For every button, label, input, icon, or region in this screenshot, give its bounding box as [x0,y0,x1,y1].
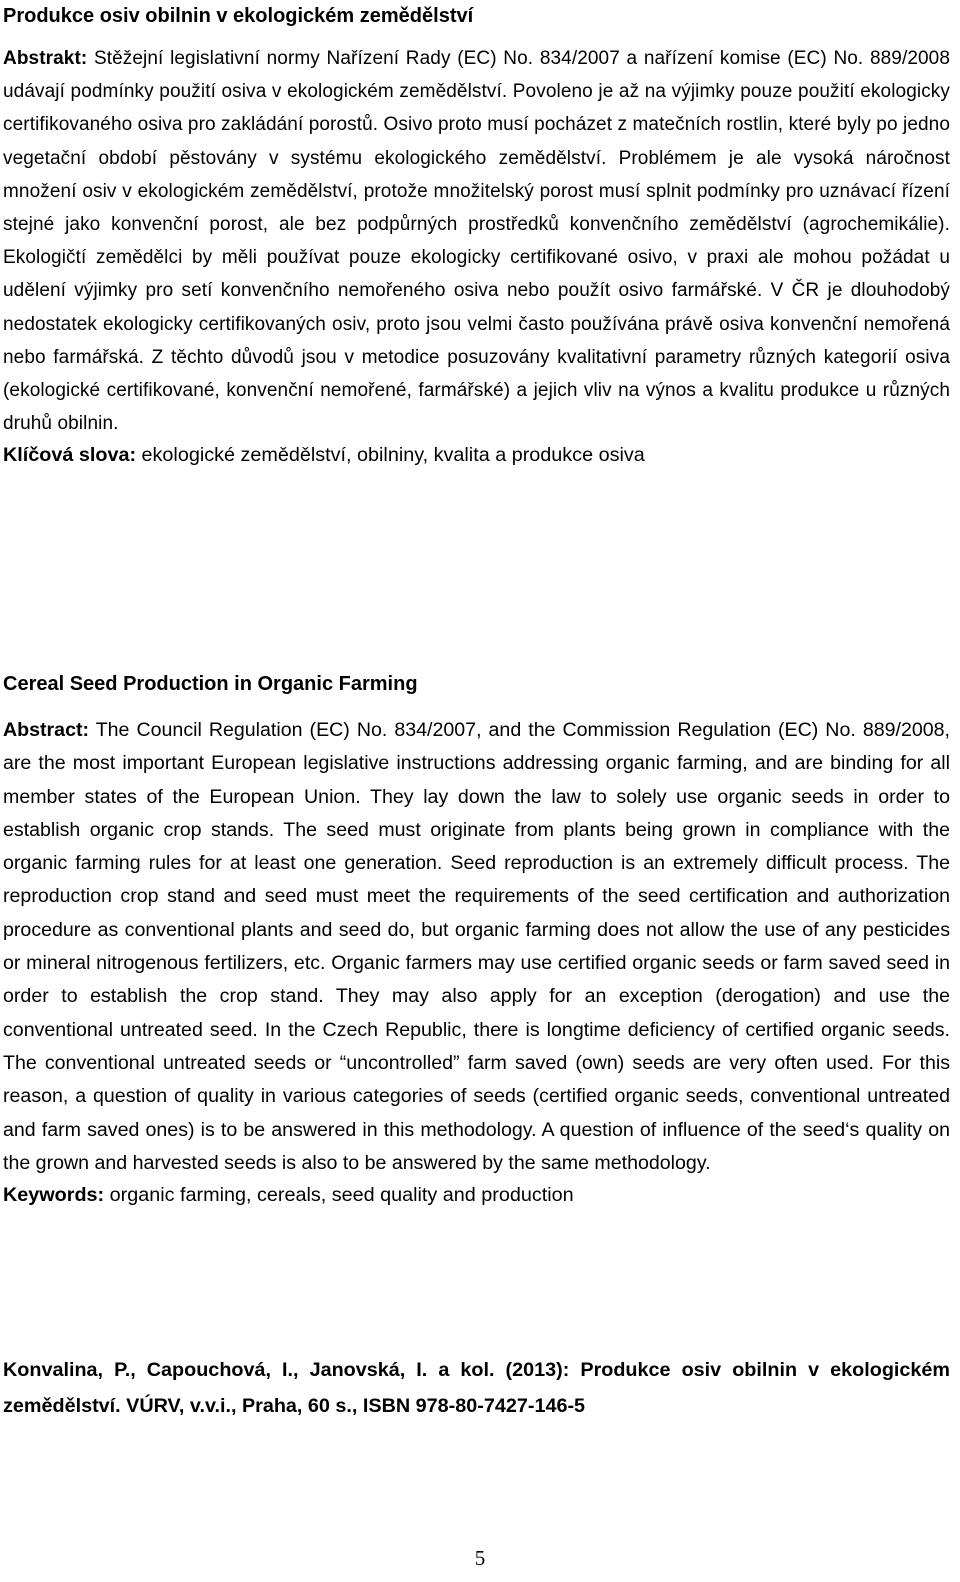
english-keywords [3,1180,950,1210]
czech-keywords-text: ekologické zemědělství, obilniny, kvalita a produkce osiva [141,444,645,467]
czech-abstract-block [3,42,950,470]
czech-keywords [3,440,950,470]
english-keywords-text: organic farming, cereals, seed quality and production [109,1184,574,1207]
czech-abstract-label: Abstrakt: [3,48,88,69]
czech-abstract-text: Stěžejní legislativní normy Nařízení Rady (EC) No. 834/2007 a nařízení komise (EC) No. 889/2008 udávají podmínky použití osiva v ekologickém zemědělství. Povoleno je až na výjimky pouze použití ekologicky certifikovaného osiva pro zakládání porostů. Osivo proto musí pocházet z matečních rostlin, které byly po jedno vegetační období pěstovány v systému ekologického zemědělství. Problémem je ale vysoká náročnost množení osiv v ekologickém zemědělství, protože množitelský porost musí splnit podmínky pro uznávací řízení stejné jako konvenční porost, ale bez podpůrných prostředků konvenčního zemědělství (agrochemikálie). Ekologičtí zemědělci by měli používat pouze ekologicky certifikované osivo, v praxi ale mohou požádat u udělení výjimky pro setí konvenčního nemořeného osiva nebo použít osivo farmářské. V ČR je dlouhodobý nedostatek ekologicky certifikovaných osiv, proto jsou velmi často používána právě osiva konvenční nemořená nebo farmářská. Z těchto důvodů jsou v metodice posuzovány kvalitativní parametry různých kategorií osiva (ekologické certifikované, konvenční nemořené, farmářské) a jejich vliv na výnos a kvalitu produkce u různých druhů obilnin. [3,48,950,435]
english-abstract-block [3,714,950,1210]
citation: Konvalina, P., Capouchová, I., Janovská, I. a kol. (2013): Produkce osiv obilnin v ekologickém zemědělství. VÚRV, v.v.i., Praha, 60 s., ISBN 978-80-7427-146-5 [3,1359,950,1417]
czech-keywords-label: Klíčová slova: [3,444,137,467]
czech-abstract [3,42,950,440]
english-abstract [3,714,950,1180]
czech-section [3,2,950,30]
english-title: Cereal Seed Production in Organic Farming [3,673,418,695]
english-section [3,670,950,698]
english-keywords-label: Keywords: [3,1184,105,1207]
page-number: 5 [474,1546,486,1570]
citation-block [3,1352,950,1424]
english-abstract-text: The Council Regulation (EC) No. 834/2007, and the Commission Regulation (EC) No. 889/2008, are the most important European legislative instructions addressing organic farming, and are binding for all member states of the European Union. They lay down the law to solely use organic seeds in order to establish organic crop stands. The seed must originate from plants being grown in compliance with the organic farming rules for at least one generation. Seed reproduction is an extremely difficult process. The reproduction crop stand and seed must meet the requirements of the seed certification and authorization procedure as conventional plants and seed do, but organic farming does not allow the use of any pesticides or mineral nitrogenous fertilizers, etc. Organic farmers may use certified organic seeds or farm saved seed in order to establish the crop stand. They may also apply for an exception (derogation) and use the conventional untreated seed. In the Czech Republic, there is longtime deficiency of certified organic seeds. The conventional untreated seeds or “uncontrolled” farm saved (own) seeds are very often used. For this reason, a question of quality in various categories of seeds (certified organic seeds, conventional untreated and farm saved ones) is to be answered in this methodology. A question of influence of the seed‘s quality on the grown and harvested seeds is also to be answered by the same methodology. [3,719,950,1174]
czech-title: Produkce osiv obilnin v ekologickém zemědělství [3,5,474,27]
english-abstract-label: Abstract: [3,719,90,741]
